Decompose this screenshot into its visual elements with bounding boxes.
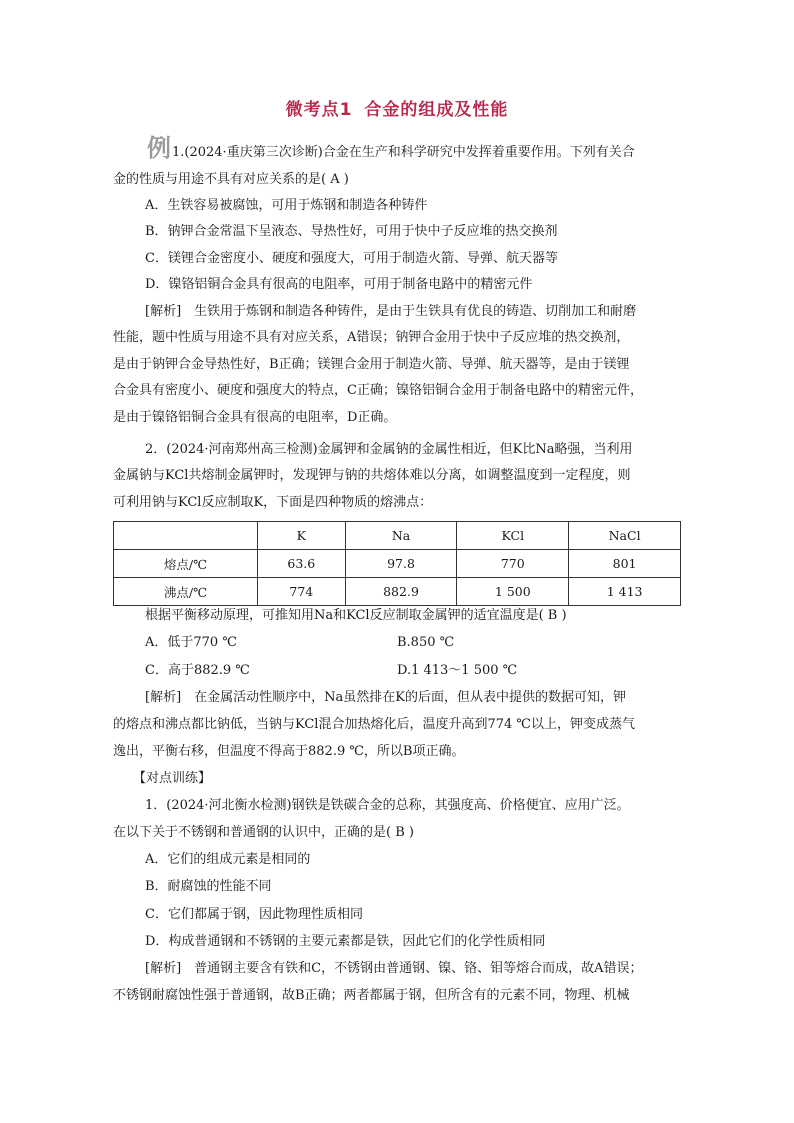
table-header-cell: Na (345, 522, 457, 550)
q2-option-a: A．低于770 ℃ (145, 635, 237, 650)
table-header-cell (114, 522, 258, 550)
table-row-label: 熔点/℃ (114, 550, 258, 578)
table-row-label: 沸点/℃ (114, 578, 258, 606)
table-cell: 801 (569, 550, 681, 578)
page-title (0, 95, 794, 120)
q1-option-d: D．镍铬铝铜合金具有很高的电阻率，可用于制备电路中的精密元件 (145, 277, 533, 292)
table-cell: 770 (457, 550, 569, 578)
table-header-row (114, 522, 681, 550)
q2-stem-line2: 金属钠与KCl共熔制金属钾时，发现钾与钠的共熔体难以分离，如调整温度到一定程度，则 (113, 468, 631, 483)
training-q1-stem-line2: 在以下关于不锈钢和普通钢的认识中，正确的是( B ) (113, 825, 414, 840)
q1-analysis-line5: 是由于镍铬铝铜合金具有很高的电阻率，D正确。 (113, 410, 397, 425)
training-q1-analysis-line1: [解析] 普通钢主要含有铁和C，不锈钢由普通钢、镍、铬、钼等熔合而成，故A错误； (145, 961, 643, 976)
table-cell: 1 413 (569, 578, 681, 606)
q2-analysis-line3: 逸出，平衡右移，但温度不得高于882.9 ℃，所以B项正确。 (113, 744, 465, 759)
q1-stem-line2: 金的性质与用途不具有对应关系的是( A ) (113, 172, 349, 187)
table-row (114, 550, 681, 578)
table-header-cell: NaCl (569, 522, 681, 550)
title-sub: 合金的组成及性能 (364, 100, 509, 120)
q2-analysis-line2: 的熔点和沸点都比钠低，当钠与KCl混合加热熔化后，温度升高到774 ℃以上，钾变成蒸气 (113, 717, 635, 732)
table-header-cell: KCl (457, 522, 569, 550)
q2-stem-line3: 可利用钠与KCl反应制取K，下面是四种物质的熔沸点： (113, 495, 433, 510)
q2-option-d: D.1 413～1 500 ℃ (397, 663, 518, 678)
q1-analysis-line1: [解析] 生铁用于炼钢和制造各种铸件，是由于生铁具有优良的铸造、切削加工和耐磨 (145, 304, 637, 319)
q1-analysis-line2: 性能，题中性质与用途不具有对应关系，A错误；钠钾合金用于快中子反应堆的热交换剂， (113, 330, 630, 345)
table-header-cell: K (258, 522, 346, 550)
training-q1-option-a: A．它们的组成元素是相同的 (145, 852, 311, 867)
training-heading: 【对点训练】 (133, 771, 212, 786)
example-mark: 例 (147, 133, 171, 162)
q2-option-c: C．高于882.9 ℃ (145, 663, 250, 678)
training-q1-option-d: D．构成普通钢和不锈钢的主要元素都是铁，因此它们的化学性质相同 (145, 934, 546, 949)
q2-question: 根据平衡移动原理，可推知用Na和KCl反应制取金属钾的适宜温度是( B ) (145, 608, 567, 623)
table-cell: 63.6 (258, 550, 346, 578)
training-q1-stem-line1: 1．(2024·河北衡水检测)钢铁是铁碳合金的总称，其强度高、价格便宜、应用广泛。 (145, 798, 630, 813)
training-q1-option-b: B．耐腐蚀的性能不同 (145, 879, 272, 894)
title-main: 微考点1 (285, 100, 353, 120)
q2-stem-line1: 2．(2024·河南郑州高三检测)金属钾和金属钠的金属性相近，但K比Na略强，当利用 (145, 442, 633, 457)
q2-analysis-line1: [解析] 在金属活动性顺序中，Na虽然排在K的后面，但从表中提供的数据可知，钾 (145, 690, 626, 705)
q1-analysis-line4: 合金具有密度小、硬度和强度大的特点，C正确；镍铬铝铜合金用于制备电路中的精密元件， (113, 383, 643, 398)
table-cell: 774 (258, 578, 346, 606)
training-q1-option-c: C．它们都属于钢，因此物理性质相同 (145, 907, 363, 922)
q1-option-a: A．生铁容易被腐蚀，可用于炼钢和制造各种铸件 (145, 198, 428, 213)
q1-analysis-line3: 是由于钠钾合金导热性好，B正确；镁锂合金用于制造火箭、导弹、航天器等，是由于镁锂 (113, 357, 630, 372)
melting-boiling-table (113, 521, 681, 606)
table-cell: 882.9 (345, 578, 457, 606)
q1-option-c: C．镁锂合金密度小、硬度和强度大，可用于制造火箭、导弹、航天器等 (145, 251, 558, 266)
table-cell: 97.8 (345, 550, 457, 578)
table-cell: 1 500 (457, 578, 569, 606)
table-row (114, 578, 681, 606)
q2-option-b: B.850 ℃ (397, 635, 455, 650)
q1-stem-line1: 1.(2024·重庆第三次诊断)合金在生产和科学研究中发挥着重要作用。下列有关合 (172, 145, 635, 160)
training-q1-analysis-line2: 不锈钢耐腐蚀性强于普通钢，故B正确；两者都属于钢，但所含有的元素不同，物理、机械 (113, 988, 630, 1003)
q1-option-b: B．钠钾合金常温下呈液态、导热性好，可用于快中子反应堆的热交换剂 (145, 224, 558, 239)
